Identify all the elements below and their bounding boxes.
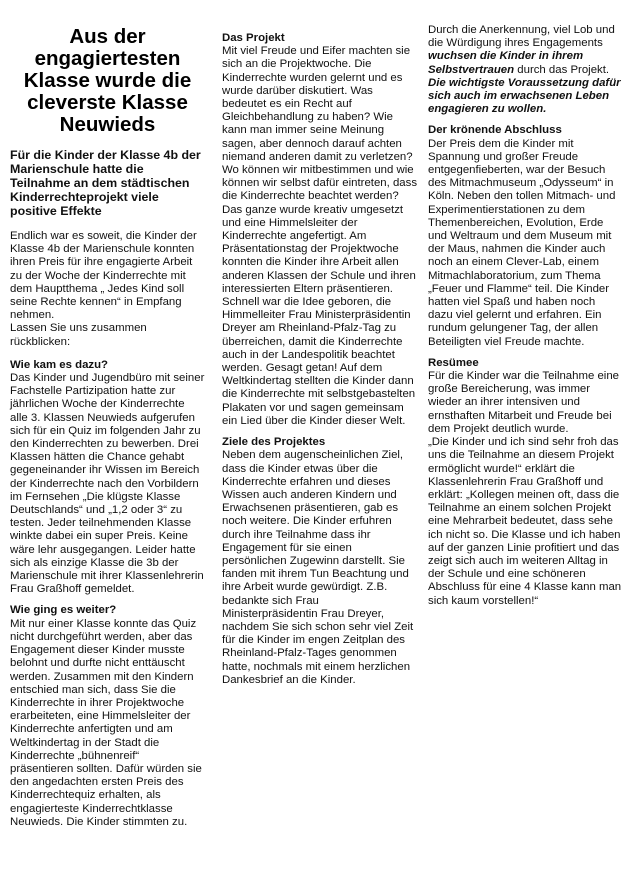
section-text-resumee: Für die Kinder war die Teilnahme eine große Bereicherung, was immer wieder an ihrer intensiven und ernsthaften Mitarbeit und Freude bei dem Projekt deutlich wurde. [428, 370, 620, 435]
section-heading-projekt: Das Projekt [222, 32, 285, 44]
article-title: Aus der engagiertesten Klasse wurde die cleverste Klasse Neuwieds [23, 25, 192, 136]
section-heading-ziele: Ziele des Projektes [222, 436, 326, 449]
ziele-continued [428, 24, 623, 116]
ziele-text-plain-2: durch das Projekt. [514, 63, 610, 76]
section-text-ziele: Neben dem augenscheinlichen Ziel, dass die Kinder etwas über die Kinderrechte erfahren und dieses Wissen auch anderen Kindern und Erwachsenen präsentieren, gab es noch weitere. Die Kinder erfuhren durch ihre Teilnahme dass ihr Engagement für sie einen persönlichen Zugewinn darstellt. Sie fanden mit ihrem Tun Beachtung und ihre Arbeit wurde gewürdigt. Z.B. bedankte sich Frau Ministerpräsidentin Frau Dreyer, nachdem Sie sich schon sehr viel Zeit für die Kinder im engen Zeitplan des Rheinland-Pfalz-Tages genommen hatte, nochmals mit einem herzlichen Dankesbrief an die Kinder. [222, 449, 414, 686]
section-heading-abschluss: Der krönende Abschluss [428, 124, 562, 137]
article-subtitle: Für die Kinder der Klasse 4b der Marienschule hatte die Teilnahme an dem städtischen Kinderrechteprojekt viele positive Effekte [10, 148, 201, 218]
section-heading-wie-ging: Wie ging es weiter? [10, 604, 117, 617]
section-heading-resumee: Resümee [428, 356, 479, 369]
ziele-emphasis-1: wuchsen die Kinder in ihrem Selbstvertrauen [428, 50, 584, 76]
ziele-text-plain: Durch die Anerkennung, viel Lob und die Würdigung ihres Engagements [428, 24, 615, 50]
section-text-wie-ging: Mit nur einer Klasse konnte das Quiz nicht durchgeführt werden, aber das Engagement dieser Kinder musste belohnt und durfte nicht enttäuscht werden. Zusammen mit den Kindern entschied man sich, dass Sie die Kinderrechte in ihrer Projektwoche erarbeiteten, eine Himmelsleiter der Kinderrechte anfertigten und am Weltkindertag in der Stadt die Kinderrechte „bühnenreif“ präsentieren sollten. Dafür würden sie den angedachten ersten Preis des Kinderrechtequiz erhalten, als engagierteste Kinderrechtklasse Neuwieds. Die Kinder stimmten zu. [10, 617, 202, 828]
column-2 [222, 24, 417, 687]
section-text-projekt: Mit viel Freude und Eifer machten sie sich an die Projektwoche. Die Kinderrechte wurden gelernt und es wurde darüber diskutiert. Was bedeutet es ein Recht auf Gleichbehandlung zu haben? Wie kann man immer seine Meinung sagen, aber dennoch darauf achten niemand anderen damit zu verletzen? Wo können wir mitbestimmen und wie können wir selbst dafür eintreten, dass die Kinderrechte beachtet werden? Das ganze wurde kreativ umgesetzt und eine Himmelsleiter der Kinderrechte angefertigt. Am Präsentationstag der Projektwoche konnten die Kinder ihre Arbeit allen anderen Klassen der Schule und ihren interessierten Eltern präsentieren. Schnell war die Idee geboren, die Himmelleiter Frau Ministerpräsidentin Dreyer am Rheinland-Pfalz-Tag zu überreichen, damit die Kinderrechte auch in der Landespolitik beachtet werden. Gesagt getan! Auf dem Weltkindertag stellten die Kinder dann die Kinderrechte mit selbstgebastelten Plakaten vor und sagen gemeinsam ein Lied über die Kinder dieser Welt. [222, 45, 418, 427]
section-text-resumee-quote: „Die Kinder und ich sind sehr froh das uns die Teilnahme an diesem Projekt ermöglicht wurde!“ erklärt die Klassenlehrerin Frau Graßhoff und erklärt: „Kollegen meinen oft, dass die Teilnahme an einem solchen Projekt eine Mehrarbeit bedeutet, dass sehe ich nicht so. Die Klasse und ich haben auf der ganzen Linie profitiert und das zeigt sich auch im weiteren Alltag in der Schule und eine schöneren Abschluss für eine 4 Klasse kann man sich kaum vorstellen!“ [428, 436, 622, 607]
column-3 [428, 24, 623, 608]
intro-paragraph-2: Lassen Sie uns zusammen rückblicken: [10, 322, 147, 348]
ziele-emphasis-2: Die wichtigste Voraussetzung dafür sich auch im erwachsenen Leben engagieren zu wollen. [428, 76, 621, 116]
intro-paragraph: Endlich war es soweit, die Kinder der Klasse 4b der Marienschule konnten ihren Preis für ihre engagierte Arbeit zu der Woche der Kinderrechte mit dem Hauptthema „ Jedes Kind soll seine Rechte kennen“ in Empfang nehmen. [10, 230, 197, 322]
section-text-wie-kam: Das Kinder und Jugendbüro mit seiner Fachstelle Partizipation hatte zur jährlichen Woche der Kinderrechte alle 3. Klassen Neuwieds aufgerufen sich für ein Quiz im folgenden Jahr zu den Kinderrechten zu bewerben. Drei Klassen hätten die Chance gehabt gegeneinander ihr Wissen im Bereich der Kinderrechte nach den Vorbildern im Fernsehen „Die klügste Klasse Deutschlands“ und „1,2 oder 3“ zu testen. Jeder teilnehmenden Klasse winkte dabei ein super Preis. Keine wäre lehr ausgegangen. Leider hatte sich als einzige Klasse die 3b der Marienschule mit ihrer Klassenlehrerin Frau Graßhoff gemeldet. [10, 372, 205, 596]
column-1 [10, 26, 205, 829]
section-heading-wie-kam: Wie kam es dazu? [10, 358, 109, 371]
section-text-abschluss: Der Preis dem die Kinder mit Spannung und großer Freude entgegenfieberten, war der Besuch des Mitmachmuseum „Odysseum“ in Köln. Neben den tollen Mitmach- und Experimentierstationen zu dem Themenbereichen, Evolution, Erde und Weltraum und dem Museum mit der Maus, nahmen die Kinder auch noch an einem Clever-Lab, einem Mitmachlaboratorium, zum Thema „Feuer und Flamme“ teil. Die Kinder hatten viel Spaß und haben noch dazu viel gelernt und erfahren. Ein rundum gelungener Tag, der allen Beteiligten viel Freude machte. [428, 137, 616, 348]
